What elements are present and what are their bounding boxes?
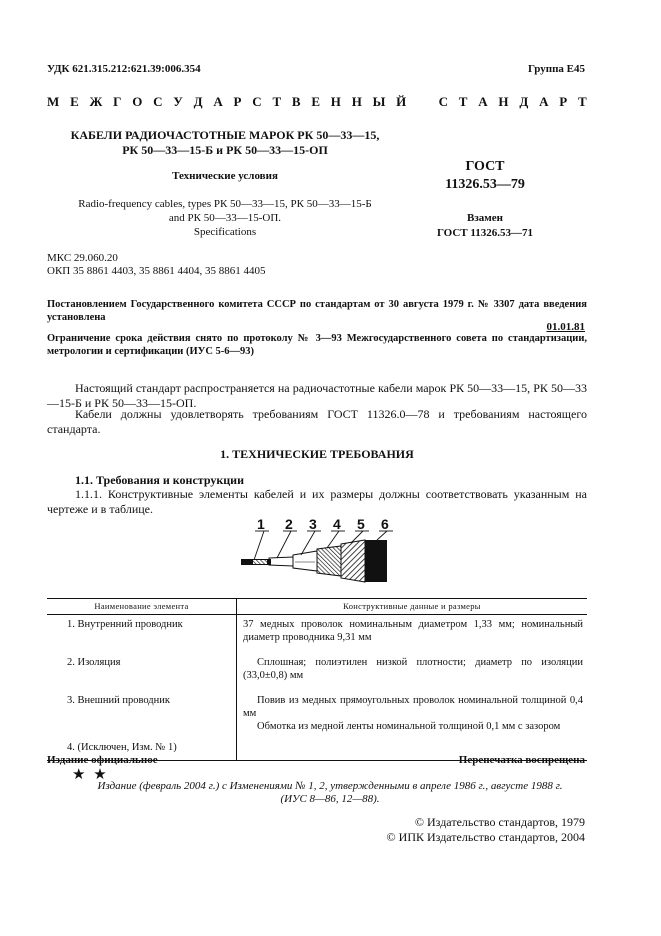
heading-letter: Р: [559, 94, 568, 109]
heading-letter: Н: [330, 94, 341, 109]
heading-letter: С: [438, 94, 449, 109]
row-data: Сплошная; полиэтилен низкой плотности; диаметр по изоляции (33,0±0,8) мм: [237, 647, 588, 685]
cable-layer-3: [293, 551, 317, 571]
heading-letter: А: [478, 94, 488, 109]
figure-label-2: 2: [285, 518, 293, 532]
table-header-row: [47, 599, 587, 615]
construction-table: [47, 598, 587, 761]
restriction-text: Ограничение срока действия снято по протоколу № 3—93 Межгосударственного совета по стандартизации, метрологии и сертификации (ИУС 5-6—93): [47, 333, 587, 357]
row-data-secondary: Обмотка из медной ленты номинальной толщиной 0,1 мм с зазором: [257, 721, 561, 732]
row-name: 1. Внутренний проводник: [67, 619, 183, 630]
gost-label: ГОСТ: [465, 159, 505, 174]
english-title: [60, 197, 390, 239]
table-row: [47, 615, 587, 648]
heading-letter: Е: [311, 94, 321, 109]
copyright-1979: © Издательство стандартов, 1979: [414, 815, 585, 829]
heading-letter: Е: [70, 94, 79, 109]
heading-letter: Т: [272, 94, 282, 109]
decree-text: Постановлением Государственного комитета СССР по стандартам от 30 августа 1979 г. № 3307 дата введения установлена: [47, 299, 587, 323]
table-row: [47, 647, 587, 685]
heading-letter: Т: [577, 94, 587, 109]
udk-code: УДК 621.315.212:621.39:006.354: [47, 63, 201, 75]
gost-number: 11326.53—79: [445, 177, 525, 192]
english-title-line-2: and РК 50—33—15-ОП.: [168, 212, 282, 224]
mks-code: МКС 29.060.20: [47, 252, 118, 264]
replaces-label: Взамен: [467, 212, 503, 224]
paragraph-requirements: Кабели должны удовлетворять требованиям ГОСТ 11326.0—78 и требованиям настоящего стандарта.: [47, 407, 587, 436]
heading-letter: А: [539, 94, 549, 109]
row-data-cell: [237, 685, 588, 736]
heading-letter: А: [213, 94, 223, 109]
english-title-line-3: Specifications: [193, 226, 257, 238]
standard-type-heading: [47, 94, 587, 110]
replaces-block: [410, 211, 560, 241]
heading-letter: О: [132, 94, 143, 109]
edition-note-line-1: Издание (февраль 2004 г.) с Изменениями № 1, 2, утвержденными в апреле 1986 г., августе 1988 г.: [97, 780, 563, 792]
column-header-element: Наименование элемента: [47, 599, 237, 615]
edition-note: [60, 780, 600, 806]
official-edition-label: Издание официальное: [47, 754, 158, 766]
cable-layer-4: [317, 546, 341, 576]
stars-mark: ★ ★: [72, 767, 109, 783]
cable-layer-2: [269, 557, 293, 566]
figure-label-1: 1: [257, 518, 265, 532]
okp-code: ОКП 35 8861 4403, 35 8861 4404, 35 8861 4405: [47, 265, 266, 277]
replaces-value: ГОСТ 11326.53—71: [436, 227, 534, 239]
gost-designation: [420, 158, 550, 194]
row-name: 2. Изоляция: [67, 657, 121, 668]
row-name: 4. (Исключен, Изм. № 1): [47, 736, 237, 761]
heading-letter: У: [173, 94, 183, 109]
cable-layer-6: [365, 540, 387, 582]
figure-label-4: 4: [333, 518, 341, 532]
heading-letter: Д: [193, 94, 203, 109]
heading-letter: Ы: [372, 94, 386, 109]
heading-letter: Р: [233, 94, 242, 109]
row-data: 37 медных проволок номинальным диаметром 1,33 мм; номинальный диаметр проводника 9,31 мм: [237, 615, 588, 648]
cable-drawing: [235, 518, 405, 590]
column-header-data: Конструктивные данные и размеры: [237, 599, 588, 615]
subsection-title: 1.1. Требования и конструкции: [75, 473, 245, 487]
figure-label-5: 5: [357, 518, 365, 532]
heading-letter: М: [47, 94, 60, 109]
heading-letter: Ж: [89, 94, 103, 109]
paragraph-construction: 1.1.1. Конструктивные элементы кабелей и их размеры должны соответствовать указанным на чертеже и в таблице.: [47, 487, 587, 516]
copyright-2004: © ИПК Издательство стандартов, 2004: [386, 830, 585, 844]
heading-letter: Г: [113, 94, 122, 109]
cable-layer-5: [341, 540, 365, 582]
heading-letter: Й: [396, 94, 407, 109]
reprint-prohibited-label: Перепечатка воспрещена: [458, 754, 585, 766]
paragraph-scope: Настоящий стандарт распространяется на радиочастотные кабели марок РК 50—33—15, РК 50—33—15-Б и РК 50—33—15-ОП.: [47, 381, 587, 410]
heading-letter: В: [291, 94, 301, 109]
document-subtitle: Технические условия: [172, 170, 278, 182]
table-row: [47, 685, 587, 736]
heading-letter: С: [252, 94, 262, 109]
introduction-date: 01.01.81: [546, 321, 585, 333]
title-line-2: РК 50—33—15-Б и РК 50—33—15-ОП: [122, 143, 328, 157]
heading-letter: Н: [351, 94, 362, 109]
group-code: Группа Е45: [527, 63, 585, 75]
heading-letter: С: [153, 94, 163, 109]
title-line-1: КАБЕЛИ РАДИОЧАСТОТНЫЕ МАРОК РК 50—33—15,: [70, 128, 380, 142]
document-title: [60, 128, 390, 158]
heading-letter: Т: [458, 94, 468, 109]
classification-codes: [47, 252, 265, 278]
heading-letter: Н: [498, 94, 509, 109]
figure-label-6: 6: [381, 518, 389, 532]
english-title-line-1: Radio-frequency cables, types РК 50—33—15, РК 50—33—15-Б: [78, 198, 372, 210]
heading-letter: Д: [519, 94, 529, 109]
row-data: Повив из медных прямоугольных проволок номинальной толщиной 0,4 мм: [243, 695, 583, 719]
row-name: 3. Внешний проводник: [67, 695, 170, 706]
section-title: 1. ТЕХНИЧЕСКИЕ ТРЕБОВАНИЯ: [220, 447, 414, 461]
figure-label-3: 3: [309, 518, 317, 532]
edition-note-line-2: (ИУС 8—86, 12—88).: [280, 793, 380, 805]
